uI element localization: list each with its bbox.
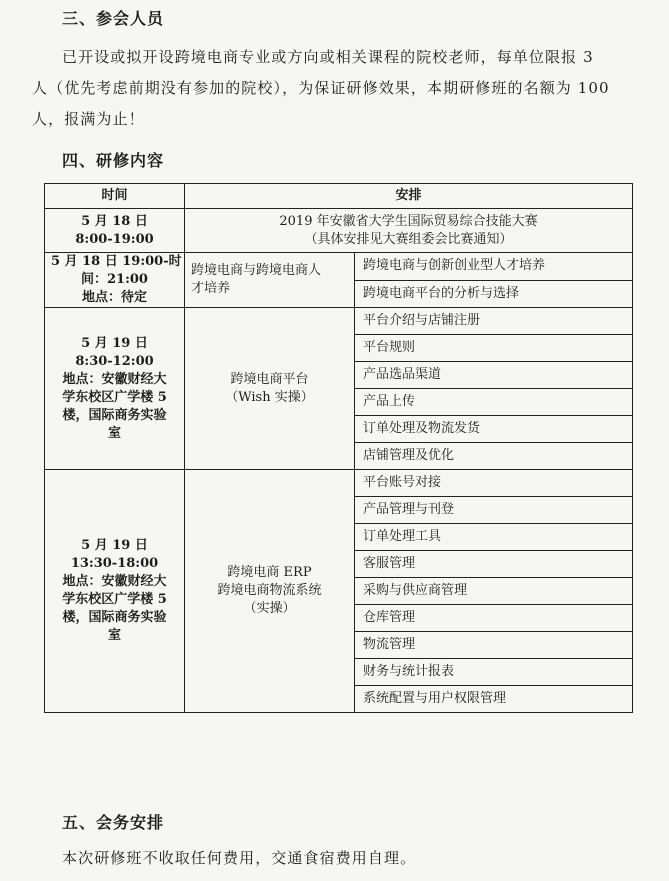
row4-category: 跨境电商 ERP 跨境电商物流系统 （实操） [185,470,355,713]
row4-item: 财务与统计报表 [355,659,633,686]
row3-time: 5 月 19 日 8:30-12:00 地点：安徽财经大 学东校区广学楼 5 楼，国际商务实验 室 [45,308,185,470]
row1-content: 2019 年安徽省大学生国际贸易综合技能大赛 （具体安排见大赛组委会比赛通知） [185,209,633,253]
row1-time: 5 月 18 日 8:00-19:00 [45,209,185,253]
section5-text: 本次研修班不收取任何费用，交通食宿费用自理。 [62,849,417,867]
row2-category: 跨境电商与跨境电商人 才培养 [185,253,355,308]
header-arrangement: 安排 [185,184,633,209]
header-time: 时间 [45,184,185,209]
row3-item: 平台介绍与店铺注册 [355,308,633,335]
row4-item: 物流管理 [355,632,633,659]
section3-heading: 三、参会人员 [62,9,165,28]
row4-item: 仓库管理 [355,605,633,632]
section4-heading: 四、研修内容 [62,151,165,170]
row4-item: 客服管理 [355,551,633,578]
section5-paragraph [62,843,416,874]
row2-item: 跨境电商平台的分析与选择 [355,280,633,308]
table-header-row [45,184,633,209]
row3-item: 订单处理及物流发货 [355,416,633,443]
row2-time: 5 月 18 日 19:00-时 间：21:00 地点：待定 [45,253,185,308]
row3-category: 跨境电商平台 （Wish 实操） [185,308,355,470]
row3-item: 产品选品渠道 [355,362,633,389]
table-row [45,253,633,281]
row4-item: 平台账号对接 [355,470,633,497]
row3-item: 店铺管理及优化 [355,443,633,470]
row4-item: 系统配置与用户权限管理 [355,686,633,713]
schedule-table [44,183,633,713]
row3-item: 产品上传 [355,389,633,416]
row4-item: 采购与供应商管理 [355,578,633,605]
table-row [45,470,633,497]
row2-item: 跨境电商与创新创业型人才培养 [355,253,633,281]
section5-heading: 五、会务安排 [62,813,165,832]
section3-line-1: 已开设或拟开设跨境电商专业或方向或相关课程的院校老师，每单位限报 3 [62,48,594,66]
row4-item: 产品管理与刊登 [355,497,633,524]
section3-line-3: 人，报满为止！ [32,110,145,128]
row4-item: 订单处理工具 [355,524,633,551]
table-row [45,308,633,335]
section3-line-2: 人（优先考虑前期没有参加的院校），为保证研修效果，本期研修班的名额为 100 [32,79,610,97]
section3-paragraph [32,42,610,135]
row3-item: 平台规则 [355,335,633,362]
row4-time: 5 月 19 日 13:30-18:00 地点：安徽财经大 学东校区广学楼 5 楼，国际商务实验 室 [45,470,185,713]
table-row [45,209,633,253]
